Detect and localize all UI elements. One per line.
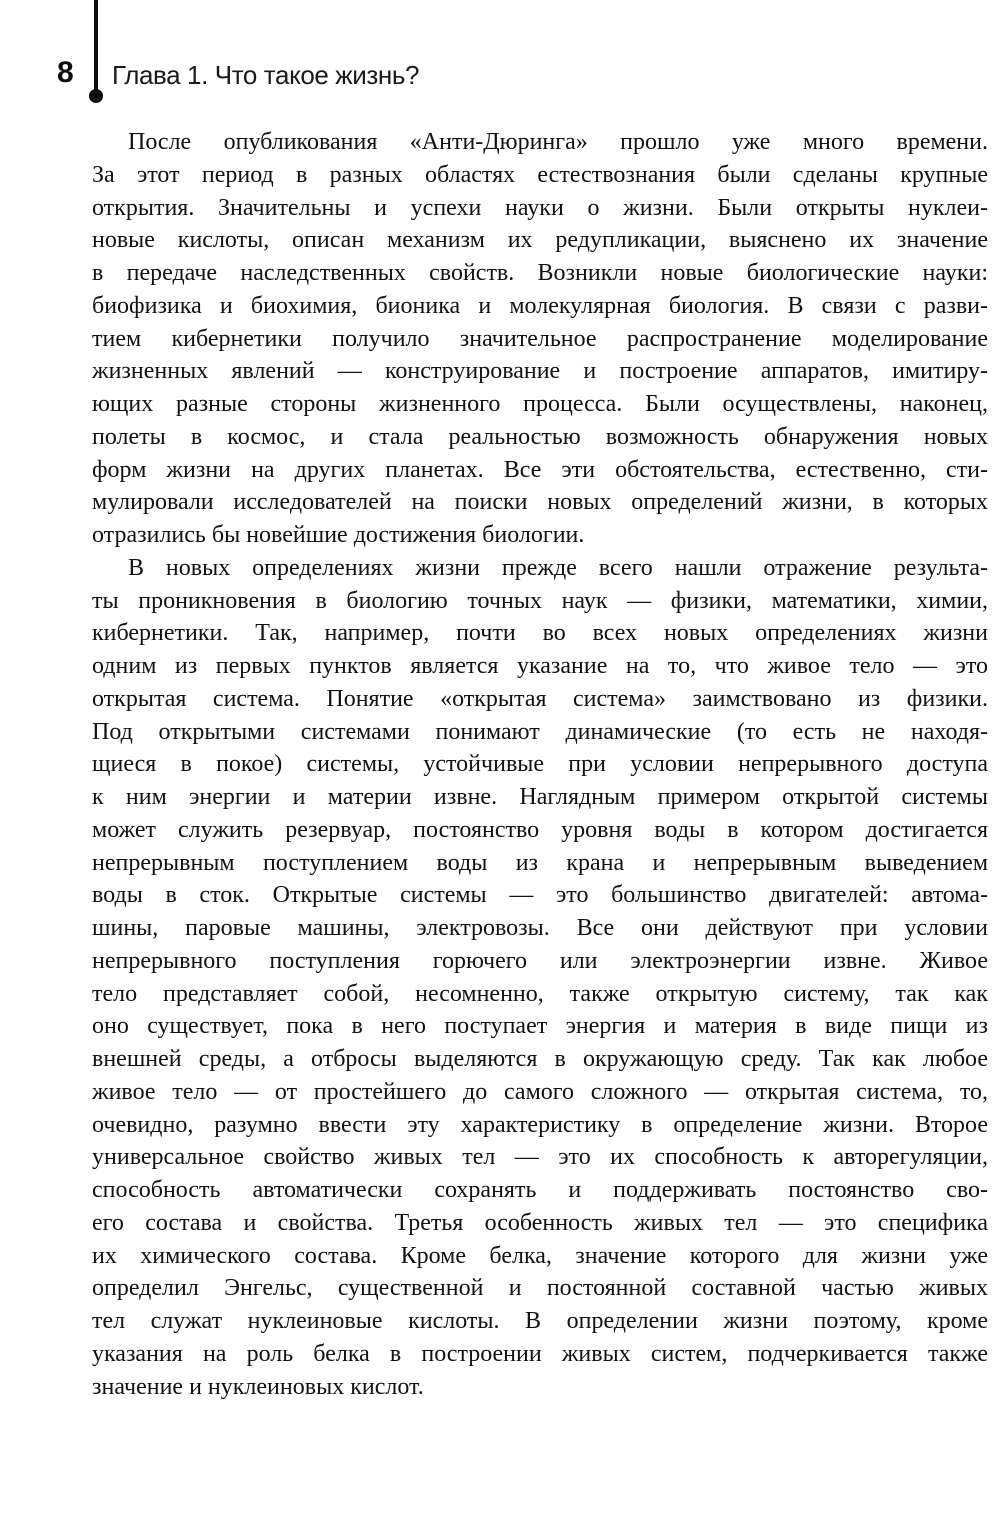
text-line: шины, паровые машины, электровозы. Все они действуют при условии xyxy=(92,915,988,941)
text-line: живое тело — от простейшего до самого сложного — открытая система, то, xyxy=(92,1078,988,1105)
text-line: За этот период в разных областях естествознания были сделаны крупные xyxy=(92,161,988,188)
text-line: к ним энергии и материи извне. Наглядным примером открытой системы xyxy=(92,784,988,810)
text-line: универсальное свойство живых тел — это их способность к авторегуляции, xyxy=(92,1144,988,1171)
page-number: 8 xyxy=(57,56,74,89)
text-line: указания на роль белка в построении живых систем, подчеркивается также xyxy=(92,1340,988,1367)
text-line: открытая система. Понятие «открытая система» заимствовано из физики. xyxy=(92,685,988,712)
text-line: мулировали исследователей на поиски новых определений жизни, в которых xyxy=(92,489,988,516)
text-line: открытия. Значительны и успехи науки о жизни. Были открыты нуклеи- xyxy=(92,194,988,221)
text-line: жизненных явлений — конструирование и построение аппаратов, имитиру- xyxy=(92,358,988,385)
text-line: биофизика и биохимия, бионика и молекулярная биология. В связи с разви- xyxy=(92,292,988,319)
text-line: очевидно, разумно ввести эту характеристику в определение жизни. Второе xyxy=(92,1111,988,1138)
text-line: в передаче наследственных свойств. Возникли новые биологические науки: xyxy=(92,260,988,286)
text-line: После опубликования «Анти-Дюринга» прошло уже много времени. xyxy=(128,129,988,155)
text-line: Под открытыми системами понимают динамические (то есть не находя- xyxy=(92,718,988,745)
text-line: внешней среды, а отбросы выделяются в окружающую среду. Так как любое xyxy=(92,1046,988,1072)
text-line: непрерывным поступлением воды из крана и непрерывным выведением xyxy=(92,849,988,876)
text-line: отразились бы новейшие достижения биологии. xyxy=(92,522,585,548)
text-line: В новых определениях жизни прежде всего нашли отражение результа- xyxy=(128,554,988,581)
rule-end-dot xyxy=(89,89,103,103)
text-line: тел служат нуклеиновые кислоты. В определении жизни поэтому, кроме xyxy=(92,1308,988,1334)
text-line: значение и нуклеиновых кислот. xyxy=(92,1373,424,1400)
text-line: кибернетики. Так, например, почти во всех новых определениях жизни xyxy=(92,620,988,647)
text-line: новые кислоты, описан механизм их редупликации, выяснено их значение xyxy=(92,227,988,254)
text-line: тело представляет собой, несомненно, также открытую систему, так как xyxy=(92,980,988,1007)
text-line: его состава и свойства. Третья особенность живых тел — это специфика xyxy=(92,1209,988,1236)
text-line: непрерывного поступления горючего или электроэнергии извне. Живое xyxy=(92,947,988,974)
text-line: может служить резервуар, постоянство уровня воды в котором достигается xyxy=(92,816,988,843)
text-line: воды в сток. Открытые системы — это большинство двигателей: автома- xyxy=(92,882,988,909)
body-text xyxy=(92,126,988,1403)
header-vertical-rule xyxy=(94,0,98,96)
text-line: их химического состава. Кроме белка, значение которого для жизни уже xyxy=(92,1242,988,1269)
text-line: щиеся в покое) системы, устойчивые при условии непрерывного доступа xyxy=(92,751,988,778)
text-line: оно существует, пока в него поступает энергия и материя в виде пищи из xyxy=(92,1013,988,1040)
text-line: тием кибернетики получило значительное распространение моделирование xyxy=(92,325,988,352)
chapter-title: Глава 1. Что такое жизнь? xyxy=(112,60,420,90)
text-line: определил Энгельс, существенной и постоянной составной частью живых xyxy=(92,1275,988,1302)
text-line: форм жизни на других планетах. Все эти обстоятельства, естественно, сти- xyxy=(92,456,988,483)
text-line: способность автоматически сохранять и поддерживать постоянство сво- xyxy=(92,1177,988,1203)
text-line: ющих разные стороны жизненного процесса. Были осуществлены, наконец, xyxy=(92,391,988,417)
text-line: ты проникновения в биологию точных наук — физики, математики, химии, xyxy=(92,587,988,614)
text-line: одним из первых пунктов является указание на то, что живое тело — это xyxy=(92,653,988,679)
text-line: полеты в космос, и стала реальностью возможность обнаружения новых xyxy=(92,423,988,450)
